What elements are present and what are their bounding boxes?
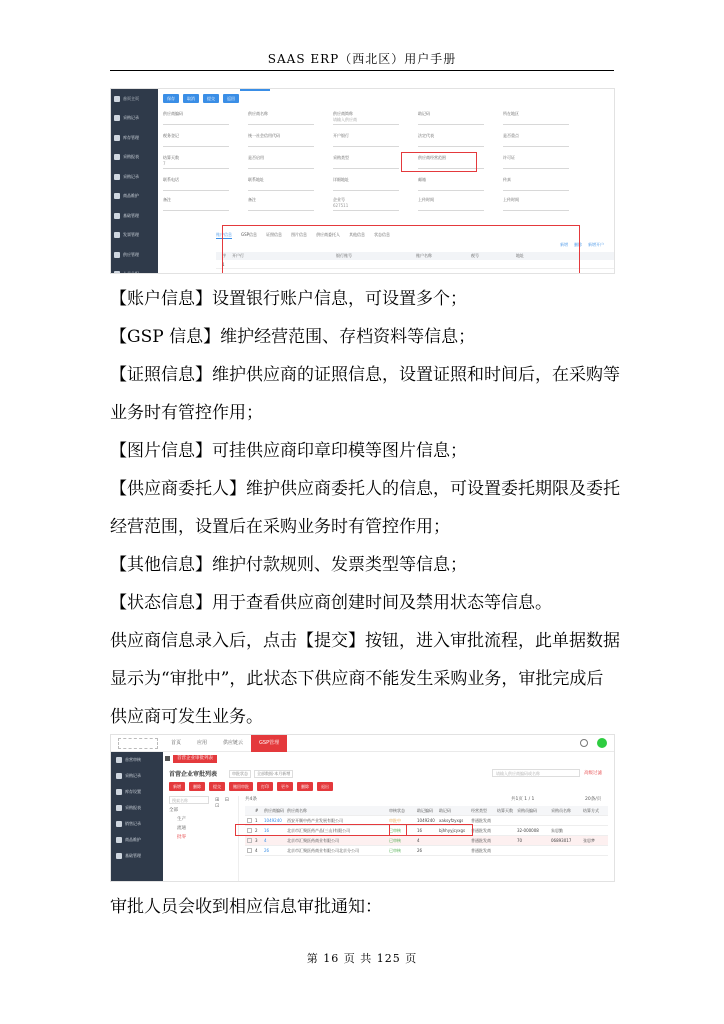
form-field[interactable] bbox=[503, 177, 569, 191]
sidebar-item-label: 库存管理 bbox=[123, 134, 139, 140]
table-cell: xaksyfzyxgs bbox=[439, 818, 464, 823]
field-label: 供应商编码 bbox=[163, 111, 183, 116]
sidebar-item-label: 商品维护 bbox=[125, 837, 141, 842]
tree-node[interactable]: 流通 bbox=[177, 826, 186, 831]
paragraph: 审批人员会收到相应信息审批通知： bbox=[110, 897, 382, 917]
menu-icon bbox=[116, 757, 122, 763]
sidebar-item-label: 首营审核 bbox=[125, 757, 141, 762]
tab-link[interactable]: 新增开户 bbox=[588, 242, 604, 247]
tree-node-all[interactable]: 全部 bbox=[169, 808, 178, 813]
form-field[interactable] bbox=[333, 197, 399, 211]
form-field[interactable] bbox=[503, 111, 569, 125]
field-label: 所在地区 bbox=[503, 111, 519, 116]
field-value[interactable]: 7 bbox=[163, 161, 166, 166]
sidebar-item-label: 采购记录 bbox=[123, 115, 139, 121]
field-underline bbox=[418, 190, 484, 191]
field-label: 采购类型 bbox=[333, 155, 349, 160]
form-field[interactable] bbox=[333, 133, 399, 147]
field-underline bbox=[248, 190, 314, 191]
table-cell: 06893017 bbox=[551, 838, 572, 843]
list-toolbar bbox=[169, 782, 333, 791]
column-header: 助记编码 bbox=[417, 808, 433, 813]
column-header: 地址 bbox=[516, 253, 524, 258]
field-underline bbox=[333, 124, 399, 125]
menu-icon bbox=[116, 773, 122, 779]
toolbar-button[interactable]: 更多 bbox=[277, 782, 293, 791]
form-toolbar bbox=[163, 94, 239, 103]
field-label: 结算天数 bbox=[163, 155, 179, 160]
sidebar-item-label: 首页主页 bbox=[123, 95, 139, 101]
approval-list-screenshot bbox=[110, 734, 615, 882]
sidebar-item-label: 采购报表 bbox=[125, 805, 141, 810]
table-cell: 4 bbox=[417, 838, 420, 843]
avatar[interactable] bbox=[597, 738, 607, 748]
sidebar-item-label: 人员分配 bbox=[123, 271, 139, 274]
tab-item[interactable]: 证照信息 bbox=[266, 232, 283, 237]
field-underline bbox=[333, 190, 399, 191]
field-label: 上传时间 bbox=[418, 197, 434, 202]
supplier-form-screenshot bbox=[110, 88, 615, 274]
row-checkbox[interactable] bbox=[247, 848, 252, 853]
field-underline bbox=[248, 168, 314, 169]
form-field[interactable] bbox=[248, 197, 314, 211]
closing-paragraph bbox=[110, 888, 620, 926]
form-field[interactable] bbox=[418, 177, 484, 191]
field-value[interactable] bbox=[163, 203, 229, 209]
field-label: 联系地址 bbox=[248, 177, 264, 182]
header-rule bbox=[110, 70, 614, 71]
field-underline bbox=[503, 124, 569, 125]
sidebar-item-label: 库存设置 bbox=[125, 789, 141, 794]
table-cell: 北京市汇聚医药商业有限公司 bbox=[287, 838, 339, 843]
menu-icon bbox=[116, 789, 122, 795]
toolbar-button[interactable]: 提交 bbox=[203, 94, 219, 103]
toolbar-button[interactable]: 打印 bbox=[257, 782, 273, 791]
field-label: 统一社会信用代码 bbox=[248, 133, 280, 138]
column-header: 采购员编码 bbox=[517, 808, 537, 813]
field-underline bbox=[333, 210, 399, 211]
sidebar-item-label: 基础管理 bbox=[125, 853, 141, 858]
paragraph: 【GSP 信息】维护经营范围、存档资料等信息； bbox=[110, 327, 476, 347]
column-header: 审核状态 bbox=[389, 808, 405, 813]
field-value[interactable] bbox=[503, 203, 569, 209]
sidebar-item-label: 商品维护 bbox=[123, 193, 139, 199]
tab-item[interactable]: 供应商委托人 bbox=[316, 232, 341, 237]
table-cell: 32-000008 bbox=[517, 828, 539, 833]
form-field[interactable] bbox=[163, 111, 229, 125]
field-value[interactable] bbox=[503, 161, 569, 167]
field-value[interactable] bbox=[418, 183, 484, 189]
highlight-box bbox=[222, 225, 580, 274]
table-cell: 4 bbox=[264, 838, 267, 843]
form-field[interactable] bbox=[248, 111, 314, 125]
row-checkbox[interactable] bbox=[247, 818, 252, 823]
page-header: SAAS ERP（西北区）用户手册 bbox=[267, 52, 457, 66]
tab-link[interactable]: 删除 bbox=[574, 242, 582, 247]
column-header: # bbox=[255, 808, 259, 813]
field-value[interactable] bbox=[248, 117, 314, 123]
nav-tab[interactable]: 供应链云 bbox=[223, 740, 244, 746]
form-field[interactable] bbox=[163, 133, 229, 147]
field-label: 上传时间 bbox=[503, 197, 519, 202]
logo-placeholder bbox=[118, 738, 158, 749]
field-value[interactable] bbox=[333, 183, 399, 189]
column-header: 供应商编码 bbox=[264, 808, 284, 813]
active-tab-indicator bbox=[240, 89, 270, 91]
table-cell: 26 bbox=[264, 848, 270, 853]
search-input[interactable]: 请输入供应商编码或名称 bbox=[492, 769, 580, 777]
form-field[interactable] bbox=[333, 155, 399, 169]
toolbar-button[interactable]: 删除 bbox=[189, 782, 205, 791]
field-label: 税务登记 bbox=[163, 133, 179, 138]
home-icon[interactable] bbox=[165, 756, 170, 761]
sub-tab[interactable]: 审批状态 bbox=[229, 770, 251, 778]
field-underline bbox=[163, 168, 229, 169]
table-row[interactable] bbox=[245, 836, 608, 846]
column-header: 采购员名称 bbox=[551, 808, 571, 813]
paragraph: 【证照信息】维护供应商的证照信息，设置证照和时间后，在采购等业务时有管控作用； bbox=[110, 365, 620, 423]
field-label: 助记码 bbox=[418, 111, 430, 116]
table-cell: 16 bbox=[417, 828, 423, 833]
column-header: 序 bbox=[222, 253, 226, 258]
field-underline bbox=[163, 210, 229, 211]
sidebar-item-label: 采购记录 bbox=[123, 173, 139, 179]
field-label: 联系电话 bbox=[163, 177, 179, 182]
column-header: 开户行 bbox=[232, 253, 244, 258]
sidebar-item[interactable] bbox=[111, 784, 163, 800]
category-tree bbox=[169, 796, 239, 881]
field-value[interactable] bbox=[248, 203, 314, 209]
column-header: 供应商名称 bbox=[287, 808, 307, 813]
table-cell: 1049240 bbox=[264, 818, 282, 823]
sidebar-item[interactable] bbox=[111, 89, 158, 109]
table-cell: 普通批发商 bbox=[471, 828, 491, 833]
form-field[interactable] bbox=[163, 155, 229, 169]
form-field[interactable] bbox=[163, 177, 229, 191]
menu-icon bbox=[114, 213, 120, 219]
form-field[interactable] bbox=[248, 155, 314, 169]
table-cell: 16 bbox=[264, 828, 270, 833]
form-field[interactable] bbox=[333, 111, 399, 125]
sidebar-item-label: 发票管理 bbox=[123, 232, 139, 238]
column-header: 银行账号 bbox=[336, 253, 352, 258]
field-value[interactable]: 627511 bbox=[333, 203, 349, 208]
menu-icon bbox=[114, 135, 120, 141]
toolbar-button[interactable]: 删除 bbox=[297, 782, 313, 791]
tab-item[interactable]: 图片信息 bbox=[291, 232, 308, 237]
field-label: 供应商经营范围 bbox=[418, 155, 446, 160]
sidebar bbox=[111, 752, 163, 881]
table-header-row bbox=[245, 806, 608, 816]
sidebar-item-label: 基础管理 bbox=[123, 212, 139, 218]
menu-icon bbox=[114, 193, 120, 199]
field-value[interactable]: 请输入供应商 bbox=[333, 117, 357, 122]
record-count: 共4条 bbox=[245, 797, 257, 802]
sub-tab[interactable]: 全部数据·本月新增 bbox=[254, 770, 293, 778]
field-label: 开户银行 bbox=[333, 133, 349, 138]
form-field[interactable] bbox=[418, 133, 484, 147]
sidebar-item-label: 供应管理 bbox=[123, 251, 139, 257]
list-main bbox=[163, 752, 614, 881]
field-underline bbox=[163, 146, 229, 147]
table-cell: 西安开顺中药产业发展有限公司 bbox=[287, 818, 343, 823]
table-cell: 26 bbox=[417, 848, 423, 853]
sidebar-item[interactable] bbox=[111, 128, 158, 148]
field-underline bbox=[248, 124, 314, 125]
toolbar-button[interactable]: 提交 bbox=[209, 782, 225, 791]
table-cell: 朱思勤 bbox=[551, 828, 563, 833]
table-cell: 普通批发商 bbox=[471, 818, 491, 823]
sidebar-item[interactable] bbox=[111, 816, 163, 832]
nav-tab[interactable]: GSP管理 bbox=[251, 735, 287, 752]
toolbar-button[interactable]: 退出 bbox=[317, 782, 333, 791]
field-value[interactable] bbox=[418, 203, 484, 209]
table-cell: 2 bbox=[255, 828, 258, 833]
paragraph: 【账户信息】设置银行账户信息，可设置多个； bbox=[110, 289, 467, 309]
column-header: 结算天数 bbox=[497, 808, 513, 813]
field-label: 邮箱 bbox=[418, 177, 426, 182]
field-value[interactable] bbox=[503, 139, 569, 145]
form-field[interactable] bbox=[503, 197, 569, 211]
paragraph: 【图片信息】可挂供应商印章印模等图片信息； bbox=[110, 441, 467, 461]
table-cell: 70 bbox=[517, 838, 523, 843]
menu-icon bbox=[116, 821, 122, 827]
field-value[interactable] bbox=[163, 117, 229, 123]
field-underline bbox=[503, 190, 569, 191]
menu-icon bbox=[114, 271, 120, 274]
sidebar-item[interactable] bbox=[111, 109, 158, 129]
table-cell: 审批中 bbox=[389, 818, 401, 823]
field-value[interactable] bbox=[163, 139, 229, 145]
sidebar-item[interactable] bbox=[111, 768, 163, 784]
field-value[interactable] bbox=[333, 161, 399, 167]
table-cell: 北京市汇聚医药产品(三山)有限公司 bbox=[287, 828, 351, 833]
field-value[interactable] bbox=[163, 183, 229, 189]
field-underline bbox=[163, 124, 229, 125]
form-field[interactable] bbox=[248, 177, 314, 191]
field-underline bbox=[333, 168, 399, 169]
field-label: 供应商简称 bbox=[333, 111, 353, 116]
field-label: 是否重点 bbox=[503, 133, 519, 138]
menu-icon bbox=[114, 174, 120, 180]
sidebar-item-label: 采购记录 bbox=[125, 773, 141, 778]
sidebar-item[interactable] bbox=[111, 832, 163, 848]
field-underline bbox=[418, 210, 484, 211]
menu-icon bbox=[116, 837, 122, 843]
paragraph: 【供应商委托人】维护供应商委托人的信息，可设置委托期限及委托经营范围，设置后在采购业务时有管控作用； bbox=[110, 479, 620, 537]
table-cell: 张思梦 bbox=[583, 838, 595, 843]
field-underline bbox=[248, 210, 314, 211]
column-header: 结算方式 bbox=[583, 808, 599, 813]
menu-icon bbox=[116, 805, 122, 811]
table-cell: 已审核 bbox=[389, 828, 401, 833]
tab-item[interactable]: 状态信息 bbox=[374, 232, 391, 237]
table-cell: 已审核 bbox=[389, 848, 401, 853]
tab-item[interactable]: GSP信息 bbox=[241, 232, 258, 237]
form-field[interactable] bbox=[248, 133, 314, 147]
field-label: 传真 bbox=[503, 177, 511, 182]
field-label: 企业号 bbox=[333, 197, 345, 202]
row-checkbox[interactable] bbox=[247, 838, 252, 843]
page-footer: 第 16 页 共 125 页 bbox=[306, 952, 418, 965]
sidebar-item[interactable] bbox=[111, 848, 163, 864]
column-header: 税号 bbox=[471, 253, 479, 258]
field-value[interactable] bbox=[248, 183, 314, 189]
field-label: 是否启用 bbox=[248, 155, 264, 160]
table-cell: 普通批发商 bbox=[471, 848, 491, 853]
tree-tool-icons[interactable]: ⊞ ⊟ ⊡ bbox=[215, 797, 231, 809]
nav-tab[interactable]: 应用 bbox=[197, 740, 208, 746]
sidebar-item[interactable] bbox=[111, 226, 158, 246]
body-paragraphs bbox=[110, 280, 620, 736]
toolbar-button[interactable]: 撤回审批 bbox=[229, 782, 253, 791]
paragraph: 【其他信息】维护付款规则、发票类型等信息； bbox=[110, 555, 467, 575]
sidebar-item-label: 采购报表 bbox=[123, 154, 139, 160]
pager[interactable]: 共1页 1 / 1 bbox=[511, 797, 535, 802]
field-underline bbox=[503, 168, 569, 169]
toolbar-button[interactable]: 保存 bbox=[163, 94, 179, 103]
form-field[interactable] bbox=[503, 155, 569, 169]
advanced-filter-button[interactable]: 高级过滤 bbox=[584, 771, 602, 776]
menu-icon bbox=[114, 232, 120, 238]
field-underline bbox=[503, 210, 569, 211]
field-value[interactable] bbox=[503, 183, 569, 189]
field-underline bbox=[248, 146, 314, 147]
highlight-box bbox=[401, 152, 477, 172]
sidebar-item[interactable] bbox=[111, 148, 158, 168]
form-field[interactable] bbox=[418, 111, 484, 125]
table-cell: 普通批发商 bbox=[471, 838, 491, 843]
highlight-box bbox=[389, 824, 407, 836]
nav-tab[interactable]: 首页 bbox=[171, 740, 182, 746]
table-row[interactable] bbox=[245, 846, 608, 856]
form-field[interactable] bbox=[503, 133, 569, 147]
form-field[interactable] bbox=[418, 197, 484, 211]
toolbar-button[interactable]: 新增 bbox=[169, 782, 185, 791]
menu-icon bbox=[114, 115, 120, 121]
highlight-box bbox=[235, 824, 473, 836]
form-field[interactable] bbox=[163, 197, 229, 211]
paragraph: 【状态信息】用于查看供应商创建时间及禁用状态等信息。 bbox=[110, 593, 552, 613]
field-underline bbox=[503, 146, 569, 147]
menu-icon bbox=[116, 853, 122, 859]
field-underline bbox=[418, 146, 484, 147]
column-header: 经营类型 bbox=[471, 808, 487, 813]
field-value[interactable] bbox=[248, 139, 314, 145]
field-label: 法定代表 bbox=[418, 133, 434, 138]
page-title: 首营企业审批列表 bbox=[169, 771, 218, 778]
tab-item[interactable]: 账户信息 bbox=[216, 232, 232, 237]
sidebar-item-label: 销售记录 bbox=[125, 821, 141, 826]
tab-link[interactable]: 新增 bbox=[560, 242, 568, 247]
field-label: 备注 bbox=[248, 197, 256, 202]
table-cell: 3 bbox=[255, 838, 258, 843]
sidebar-item[interactable] bbox=[111, 167, 158, 187]
tree-node[interactable]: 批零 bbox=[177, 835, 186, 840]
field-value[interactable] bbox=[418, 139, 484, 145]
form-field[interactable] bbox=[333, 177, 399, 191]
field-value[interactable] bbox=[333, 139, 399, 145]
paragraph: 供应商信息录入后，点击【提交】按钮，进入审批流程，此单据数据显示为“审批中”，此状态下供应商不能发生采购业务，审批完成后供应商可发生业务。 bbox=[110, 631, 620, 727]
field-label: 许可证 bbox=[503, 155, 515, 160]
per-page-select[interactable]: 20条/页 bbox=[585, 797, 602, 802]
row-index: 1 bbox=[222, 262, 225, 267]
field-value[interactable] bbox=[503, 117, 569, 123]
sidebar bbox=[111, 89, 158, 274]
tree-search-input[interactable]: 搜索名称 bbox=[169, 796, 209, 804]
menu-icon bbox=[114, 252, 120, 258]
tab-item[interactable]: 其他信息 bbox=[349, 232, 366, 237]
column-header: 账户名称 bbox=[416, 253, 432, 258]
sidebar-item[interactable] bbox=[111, 187, 158, 207]
top-bar bbox=[111, 735, 614, 752]
table-cell: 已审核 bbox=[389, 838, 401, 843]
menu-icon bbox=[114, 154, 120, 160]
sidebar-item[interactable] bbox=[111, 265, 158, 275]
field-label: 备注 bbox=[163, 197, 171, 202]
sidebar-item[interactable] bbox=[111, 206, 158, 226]
toolbar-button[interactable]: 返回 bbox=[223, 94, 239, 103]
tree-node[interactable]: 生产 bbox=[177, 817, 186, 822]
table-cell: 1049240 bbox=[417, 818, 435, 823]
field-label: 详细地址 bbox=[333, 177, 349, 182]
sidebar-item[interactable] bbox=[111, 245, 158, 265]
table-cell: 北京市汇聚医药商业有限公司北京分公司 bbox=[287, 848, 359, 853]
table-cell: 4 bbox=[255, 848, 258, 853]
table-cell: bjhhyyjcyxgs bbox=[439, 828, 466, 833]
table-cell: 1 bbox=[255, 818, 258, 823]
breadcrumb[interactable]: 首营企业审批列表 bbox=[173, 755, 217, 763]
field-label: 供应商名称 bbox=[248, 111, 268, 116]
field-value[interactable] bbox=[418, 117, 484, 123]
field-value[interactable] bbox=[248, 161, 314, 167]
sidebar-item[interactable] bbox=[111, 800, 163, 816]
field-underline bbox=[418, 124, 484, 125]
sidebar-item[interactable] bbox=[111, 752, 163, 768]
toolbar-button[interactable]: 取消 bbox=[183, 94, 199, 103]
help-icon[interactable] bbox=[580, 739, 588, 747]
nav-tabs bbox=[163, 735, 287, 752]
field-underline bbox=[333, 146, 399, 147]
menu-icon bbox=[114, 96, 120, 102]
sub-tabs bbox=[229, 770, 293, 778]
column-header: 助记码 bbox=[439, 808, 451, 813]
field-underline bbox=[163, 190, 229, 191]
